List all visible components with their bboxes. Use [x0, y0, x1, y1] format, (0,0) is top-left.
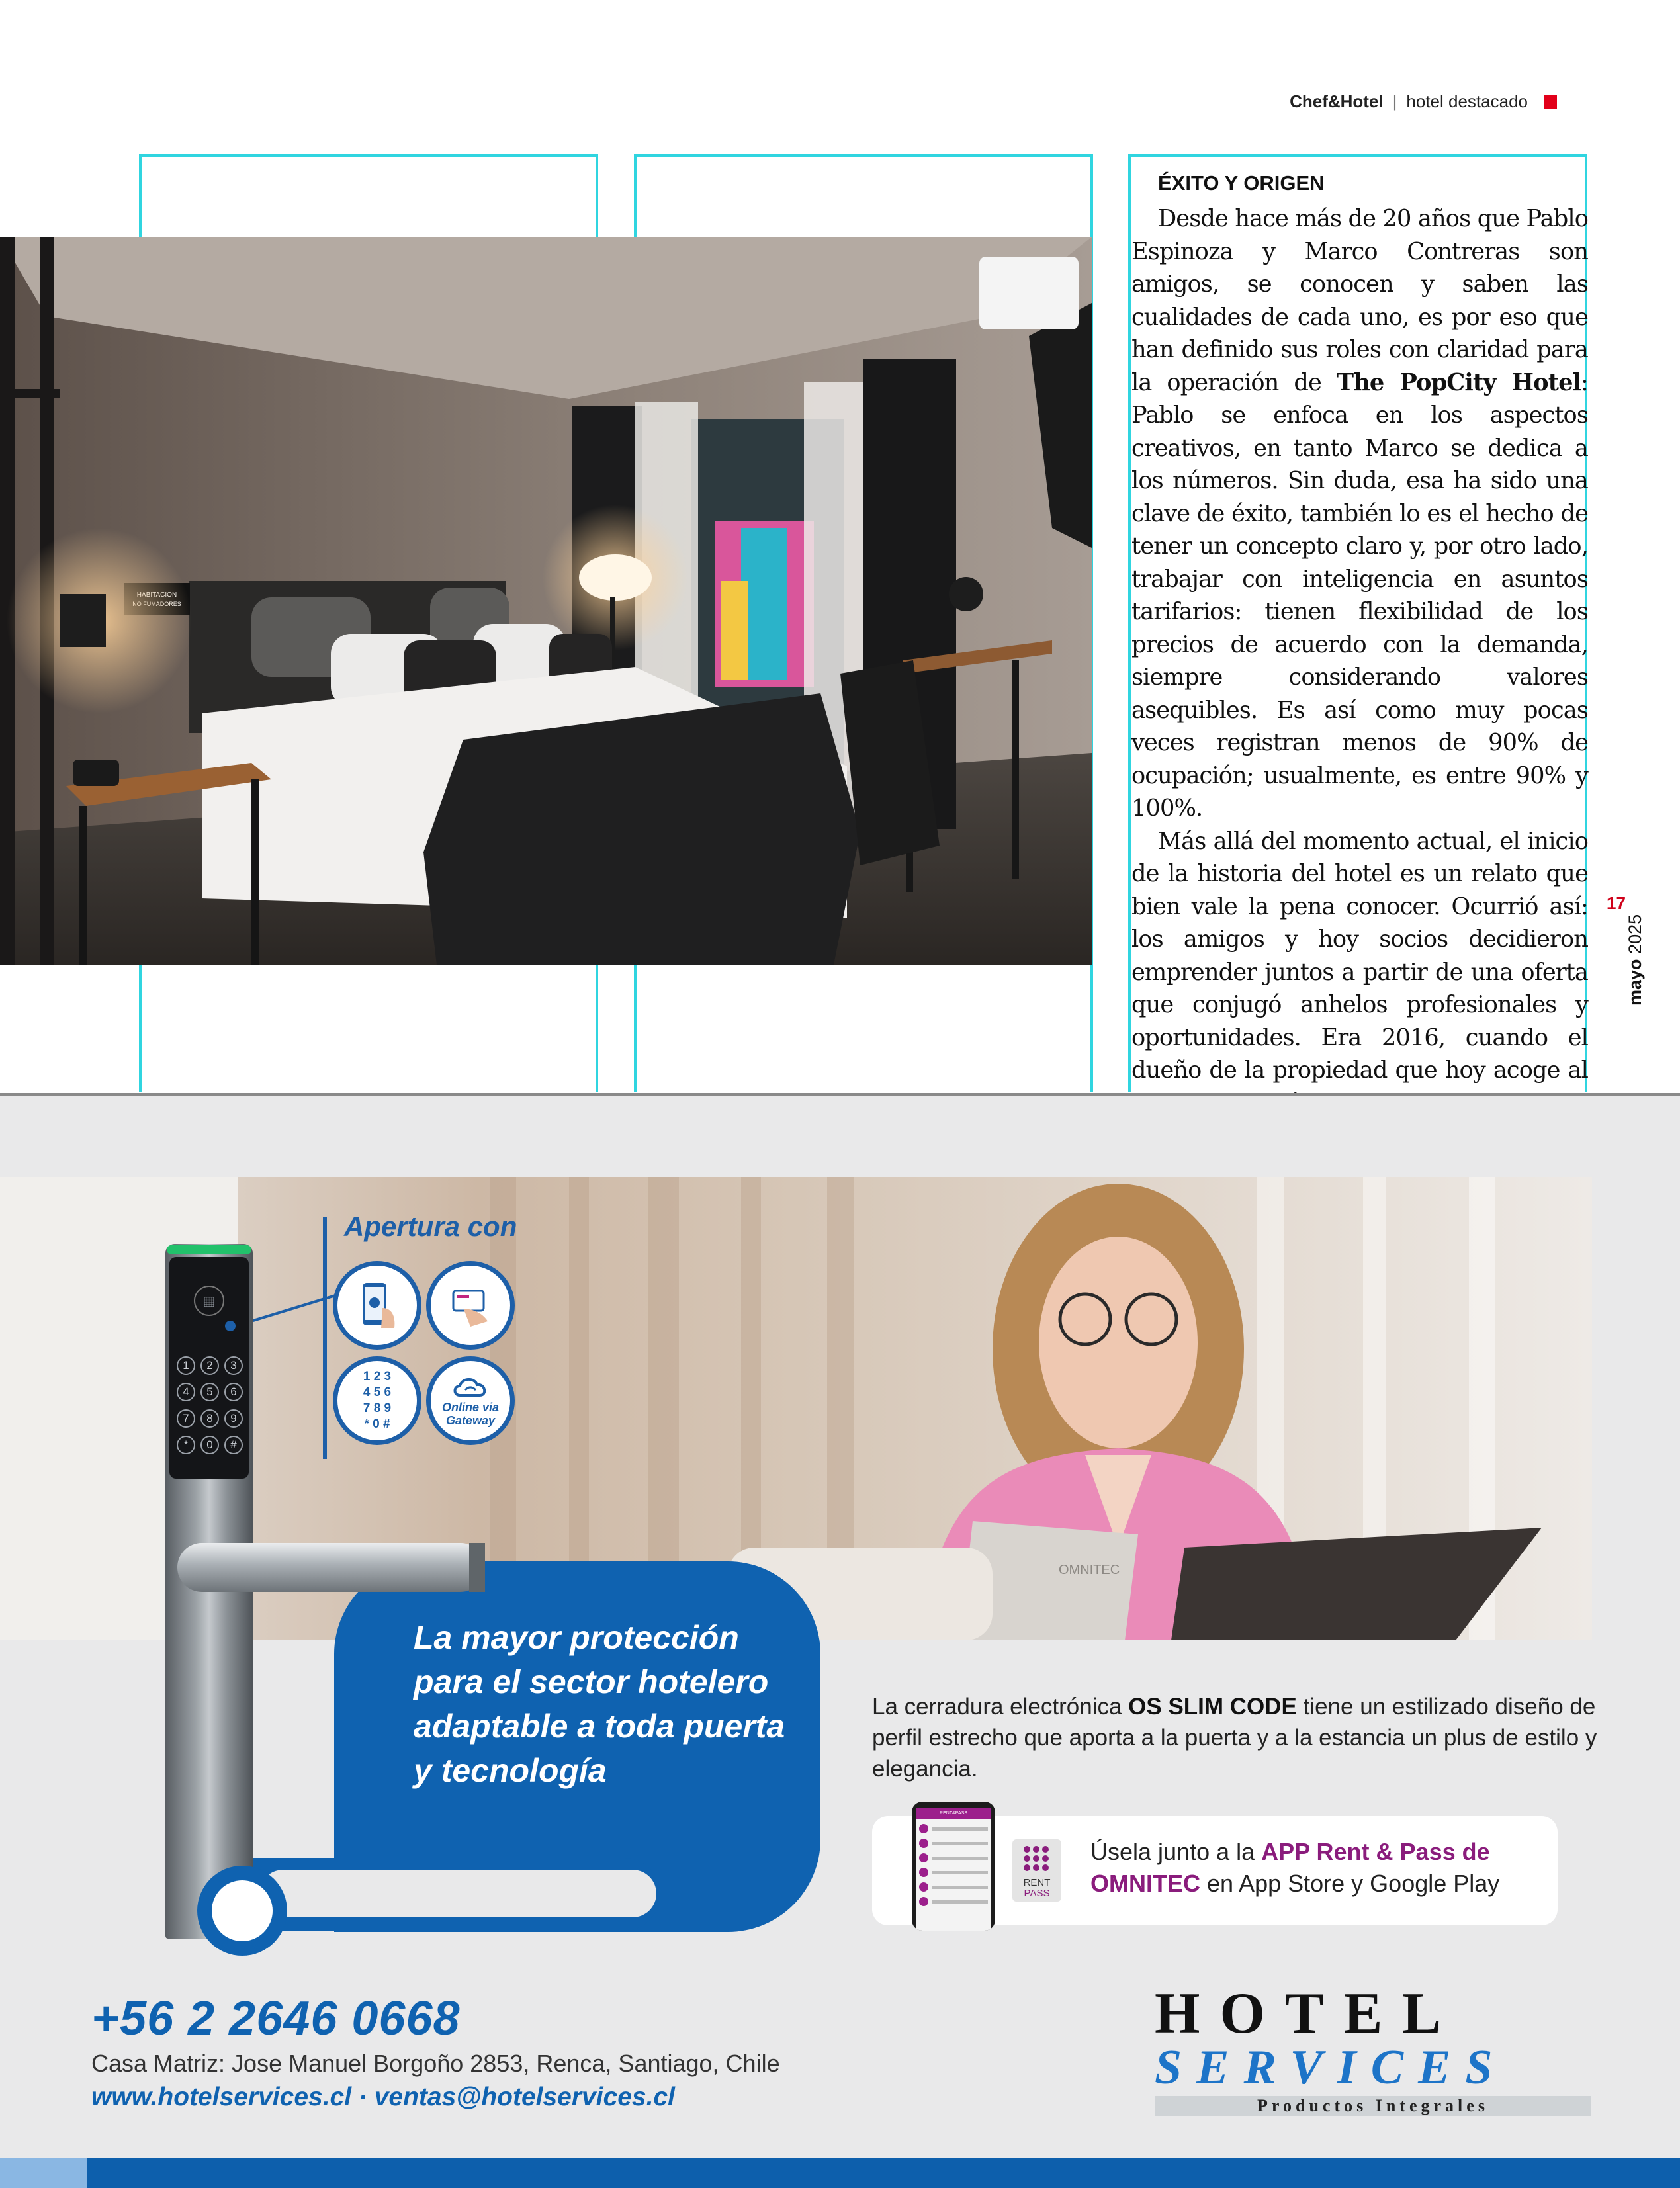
rent-pass-label-1: RENT [1023, 1877, 1051, 1888]
key-4: 4 [177, 1383, 195, 1401]
header-separator: | [1392, 91, 1397, 111]
opening-methods-title: Apertura con [344, 1211, 517, 1242]
keycard-icon [444, 1279, 497, 1332]
key-6: 6 [224, 1383, 243, 1401]
key-8: 8 [200, 1409, 219, 1428]
app-list-row [919, 1882, 988, 1892]
decorative-ring-center [212, 1880, 273, 1941]
lock-handle [177, 1543, 485, 1592]
lock-status-light [167, 1245, 251, 1254]
app-list-row [919, 1853, 988, 1862]
hotel-room-photo [0, 237, 1092, 965]
app-list-row [919, 1868, 988, 1877]
online-gateway-icon [426, 1356, 515, 1445]
ad-headline: La mayor protección para el sector hotelero adaptable a toda puerta y tecnología [414, 1619, 785, 1789]
page-number: 17 [1607, 893, 1626, 913]
section-heading: ÉXITO Y ORIGEN [1158, 171, 1325, 195]
hotel-room-illustration [0, 237, 1092, 965]
brand-logo-hotel: HOTEL [1155, 1991, 1461, 2036]
article-body [1131, 164, 1588, 1119]
app-list-row [919, 1839, 988, 1848]
key-1: 1 [177, 1356, 195, 1375]
product-desc-end: tiene un estilizado diseño de perfil estrecho que aporta a la puerta y a la estancia un plus de estilo y elegancia. [872, 1694, 1597, 1782]
hotel-name: The PopCity Hotel [1336, 369, 1581, 396]
key-2: 2 [200, 1356, 219, 1375]
key-7: 7 [177, 1409, 195, 1428]
opening-methods-line [323, 1217, 327, 1459]
key-3: 3 [224, 1356, 243, 1375]
online-label-1: Online via [441, 1401, 500, 1414]
rent-pass-dots [1024, 1846, 1049, 1871]
pin-row-4: * 0 # [364, 1417, 390, 1431]
app-list-row [919, 1824, 988, 1833]
product-name: OS SLIM CODE [1128, 1694, 1297, 1720]
laptop-brand-text: OMNITEC [1059, 1563, 1120, 1577]
pin-row-1: 1 2 3 [363, 1370, 392, 1383]
app-phone-screen [916, 1808, 991, 1931]
pin-row-2: 4 5 6 [363, 1385, 392, 1399]
key-star: * [177, 1436, 195, 1454]
pin-row-3: 7 8 9 [363, 1401, 392, 1415]
app-phone-header: RENT&PASS [916, 1808, 991, 1819]
article-paragraph-2: Más allá del momento actual, el inicio de la historia del hotel es un relato que bien vale la pena conocer. Ocurrió así: los amigos y hoy socios decidieron emprender juntos a partir de una oferta que conjugó anhelos profesionales y oportunidades. Era 2016, cuando el dueño de la propiedad que hoy acoge al [1131, 827, 1588, 1084]
contact-address: Casa Matriz: Jose Manuel Borgoño 2853, Renca, Santiago, Chile [91, 2050, 780, 2077]
app-list-row [919, 1897, 988, 1906]
key-5: 5 [200, 1383, 219, 1401]
phone-unlock-icon [333, 1261, 421, 1350]
key-0: 0 [200, 1436, 219, 1454]
app-text-start: Úsela junto a la [1090, 1838, 1262, 1865]
card-unlock-icon [426, 1261, 515, 1350]
keypad-keys [177, 1356, 243, 1454]
issue-year: 2025 [1625, 914, 1645, 954]
key-hash: # [224, 1436, 243, 1454]
app-phone-mockup [912, 1802, 995, 1931]
contact-web-email: www.hotelservices.cl · ventas@hotelservices.cl [91, 2083, 675, 2111]
rent-pass-label-2: PASS [1024, 1888, 1050, 1899]
lock-handle-end [469, 1543, 485, 1592]
pin-code-digits [363, 1369, 391, 1432]
smartphone-icon [351, 1279, 404, 1332]
app-promo-text [1090, 1836, 1540, 1900]
decorative-loop-inner [259, 1870, 656, 1917]
footer-bar [87, 2158, 1680, 2188]
pin-code-icon [333, 1356, 421, 1445]
article-paragraph-1 [1131, 202, 1588, 825]
online-gateway-content [442, 1374, 499, 1427]
section-name: hotel destacado [1406, 91, 1528, 111]
issue-month: mayo [1625, 959, 1645, 1006]
key-9: 9 [224, 1409, 243, 1428]
issue-date [1625, 914, 1646, 1006]
wifi-cloud-icon [451, 1374, 490, 1398]
online-label-2: Gateway [445, 1414, 496, 1427]
running-head [1290, 91, 1557, 112]
rent-pass-app-icon [1012, 1839, 1061, 1902]
brand-logo-services: SERVICES [1155, 2040, 1507, 2095]
magazine-name: Chef&Hotel [1290, 91, 1384, 111]
paragraph-1-start: Desde hace más de 20 años que Pablo Espinoza y Marco Contreras son amigos, se conocen y saben las cualidades de cada uno, es por eso que han definido sus roles con claridad para la operación de [1131, 205, 1588, 396]
product-desc-start: La cerradura electrónica [872, 1694, 1129, 1720]
fingerprint-sensor-icon: ▦ [194, 1286, 224, 1316]
app-name: APP Rent & Pass de OMNITEC [1090, 1838, 1490, 1897]
product-description [872, 1691, 1600, 1784]
sensor-dot [225, 1321, 236, 1331]
brand-logo-tagline: Productos Integrales [1155, 2096, 1591, 2116]
footer-bar-accent [0, 2158, 87, 2188]
paragraph-1-end: : Pablo se enfoca en los aspectos creativos, en tanto Marco se dedica a los números. Sin duda, esa ha sido una clave de éxito, también lo es el hecho de tener un concepto claro y, por otro lado, trabajar con inteligencia en asuntos tarifarios: tienen flexibilidad de los precios de acuerdo con la demanda, siempre considerando valores asequibles. Es así como muy pocas veces registran menos de 90% de ocupación; usualmente, es entre 90% y 100%. [1131, 369, 1588, 822]
contact-phone: +56 2 2646 0668 [91, 1992, 461, 2045]
section-marker-square [1544, 95, 1557, 109]
app-text-end: en App Store y Google Play [1200, 1870, 1500, 1897]
